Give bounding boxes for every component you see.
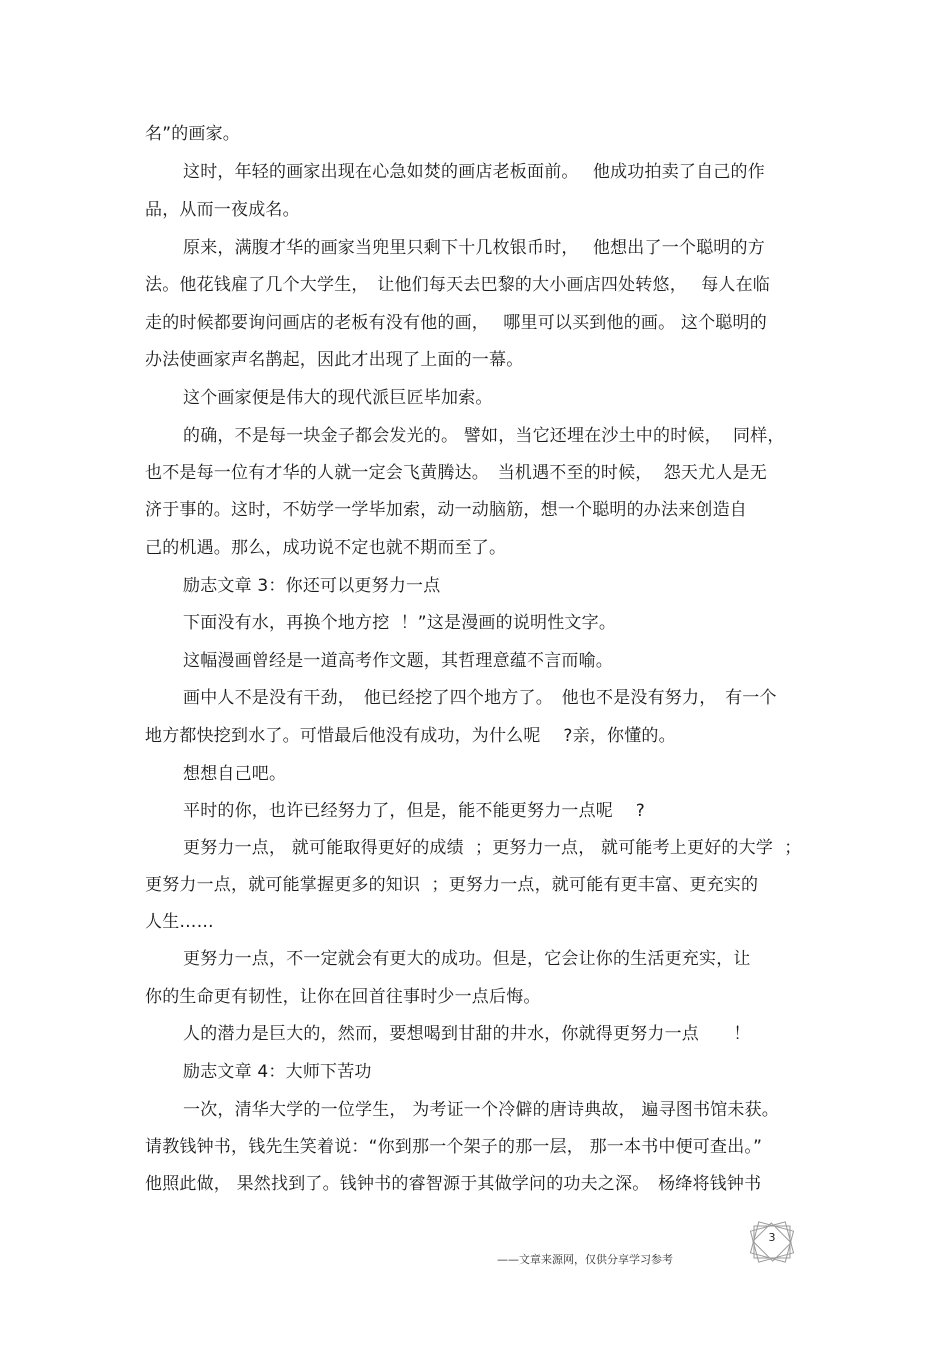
text-line: 一次，清华大学的一位学生， 为考证一个冷僻的唐诗典故， 遍寻图书馆未获。 <box>183 1100 780 1120</box>
text-line: 也不是每一位有才华的人就一定会飞黄腾达。 当机遇不至的时候， 怨天尤人是无 <box>145 463 767 483</box>
text-line: 办法使画家声名鹊起，因此才出现了上面的一幕。 <box>145 350 524 370</box>
text-line: 名”的画家。 <box>145 124 241 144</box>
footer-source-note: ——文章来源网，仅供分享学习参考 <box>497 1253 673 1266</box>
text-line: 他照此做， 果然找到了。钱钟书的睿智源于其做学问的功夫之深。 杨绛将钱钟书 <box>145 1174 762 1194</box>
text-line: 更努力一点，不一定就会有更大的成功。但是，它会让你的生活更充实，让 <box>183 949 751 969</box>
text-line: 你的生命更有韧性，让你在回首往事时少一点后悔。 <box>145 987 541 1007</box>
text-line: 原来，满腹才华的画家当兜里只剩下十几枚银币时， 他想出了一个聪明的方 <box>183 238 765 258</box>
text-line: 这时，年轻的画家出现在心急如焚的画店老板面前。 他成功拍卖了自己的作 <box>183 162 765 182</box>
text-line: 画中人不是没有干劲， 他已经挖了四个地方了。 他也不是没有努力， 有一个 <box>183 688 777 708</box>
text-line: 人生…… <box>145 912 214 932</box>
text-line: 下面没有水，再换个地方挖 ！”这是漫画的说明性文字。 <box>183 613 617 633</box>
text-line: 地方都快挖到水了。可惜最后他没有成功，为什么呢 ?亲，你懂的。 <box>145 726 676 746</box>
section-heading: 励志文章 4：大师下苦功 <box>183 1062 372 1082</box>
text-line: 人的潜力是巨大的，然而，要想喝到甘甜的井水，你就得更努力一点 ！ <box>183 1024 751 1044</box>
text-line: 走的时候都要询问画店的老板有没有他的画， 哪里可以买到他的画。 这个聪明的 <box>145 313 767 333</box>
text-line: 法。他花钱雇了几个大学生， 让他们每天去巴黎的大小画店四处转悠， 每人在临 <box>145 275 771 295</box>
text-line: 更努力一点，就可能掌握更多的知识 ；更努力一点，就可能有更丰富、更充实的 <box>145 875 759 895</box>
text-line: 平时的你，也许已经努力了，但是，能不能更努力一点呢 ? <box>183 801 646 821</box>
text-line: 品，从而一夜成名。 <box>145 200 300 220</box>
text-line: 这个画家便是伟大的现代派巨匠毕加索。 <box>183 388 493 408</box>
text-line: 己的机遇。那么，成功说不定也就不期而至了。 <box>145 538 507 558</box>
text-line: 这幅漫画曾经是一道高考作文题，其哲理意蕴不言而喻。 <box>183 651 613 671</box>
text-line: 请教钱钟书，钱先生笑着说：“你到那一个架子的那一层， 那一本书中便可查出。” <box>145 1137 763 1157</box>
text-line: 的确，不是每一块金子都会发光的。 譬如，当它还埋在沙土中的时候， 同样， <box>183 426 785 446</box>
text-line: 想想自己吧。 <box>183 764 287 784</box>
section-heading: 励志文章 3：你还可以更努力一点 <box>183 576 441 596</box>
text-line: 济于事的。这时，不妨学一学毕加索，动一动脑筋，想一个聪明的办法来创造自 <box>145 500 747 520</box>
text-line: 更努力一点， 就可能取得更好的成绩 ；更努力一点， 就可能考上更好的大学 ； <box>183 838 802 858</box>
page-number: 3 <box>768 1231 776 1244</box>
